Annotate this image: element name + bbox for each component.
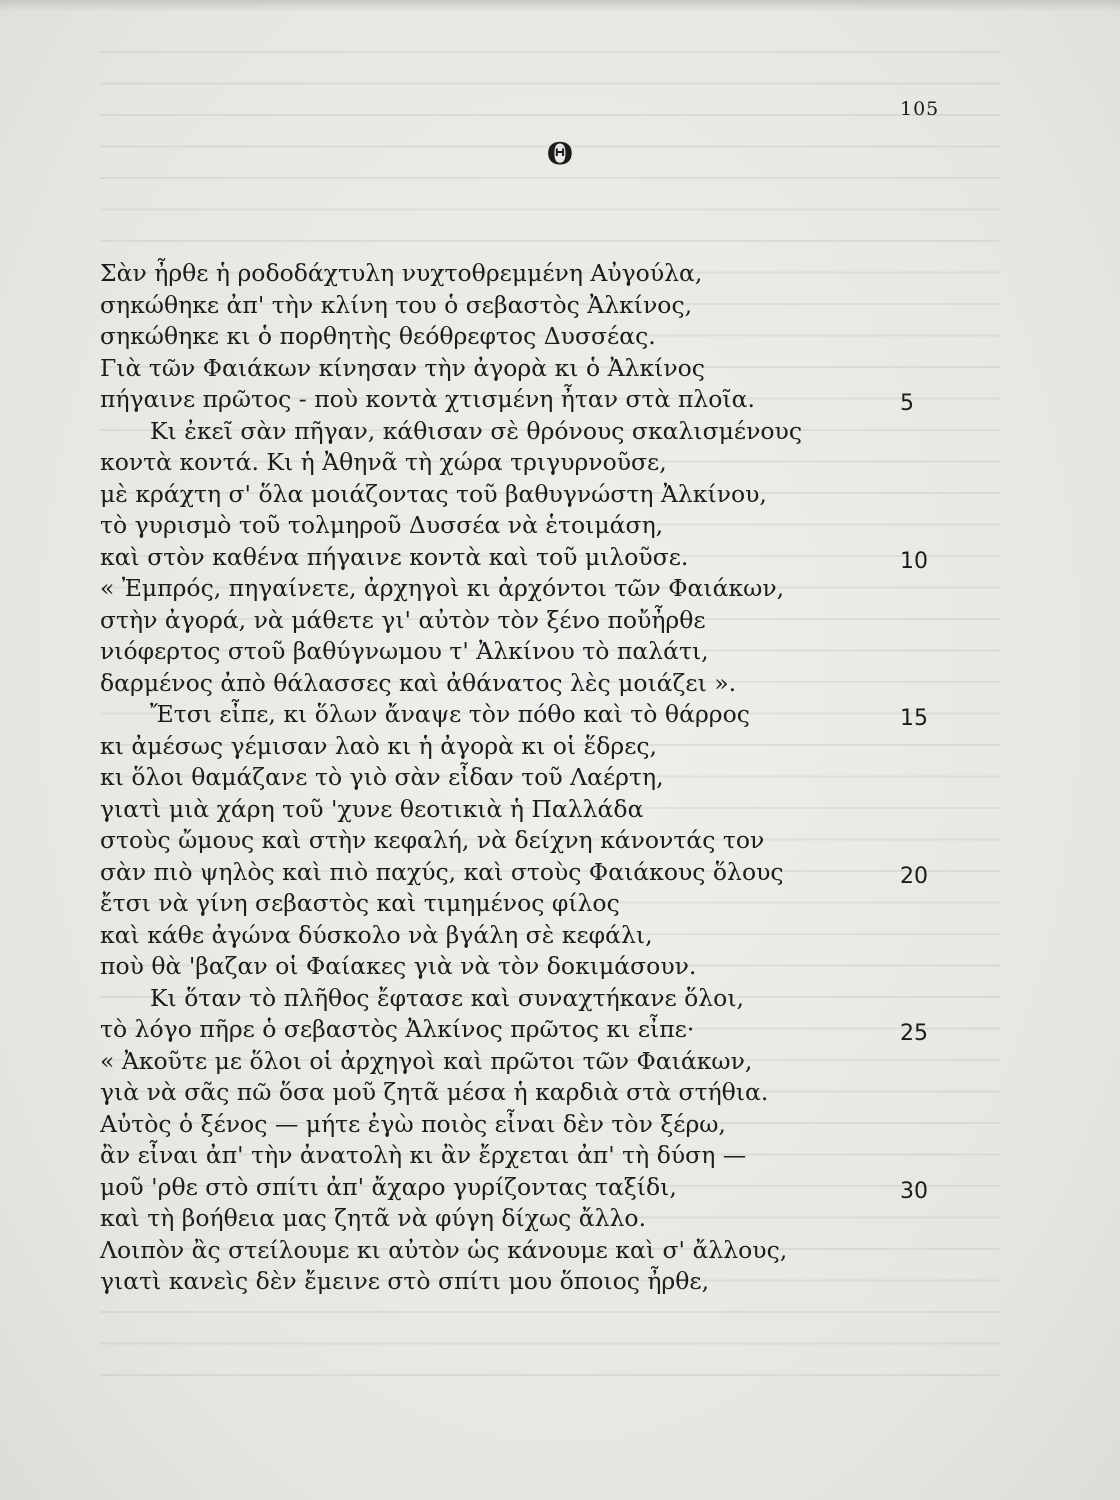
verse-line-text: νιόφερτος στοῦ βαθύγνωμου τ' Ἀλκίνου τὸ παλάτι, (100, 637, 709, 665)
verse-line (100, 1077, 860, 1109)
verse-line (100, 1266, 860, 1298)
verse-line-text: στοὺς ὤμους καὶ στὴν κεφαλή, νὰ δείχνη κάνοντάς τον (100, 826, 765, 854)
verse-line-text: ἔτσι νὰ γίνη σεβαστὸς καὶ τιμημένος φίλος (100, 889, 620, 917)
page-number: 105 (900, 98, 940, 120)
verse-line (100, 353, 860, 385)
page-edge-shadow (0, 0, 1120, 12)
verse-line-text: μοῦ 'ρθε στὸ σπίτι ἀπ' ἄχαρο γυρίζοντας ταξίδι, (100, 1172, 677, 1201)
line-number: 15 (900, 706, 928, 731)
verse-line (100, 510, 860, 542)
verse-line (100, 542, 928, 574)
verse-line-text: στὴν ἀγορά, νὰ μάθετε γι' αὐτὸν τὸν ξένο ποὔἦρθε (100, 605, 706, 634)
verse-line-text: καὶ κάθε ἀγώνα δύσκολο νὰ βγάλη σὲ κεφάλι, (100, 920, 653, 949)
line-number: 5 (900, 391, 914, 416)
verse-line (100, 416, 860, 448)
verse-line (100, 479, 860, 511)
verse-line-text: κοντὰ κοντά. Κι ἡ Ἀθηνᾶ τὴ χώρα τριγυρνοῦσε, (100, 448, 667, 476)
verse-line (100, 699, 928, 731)
verse-line-text: Αὐτὸς ὁ ξένος — μήτε ἐγὼ ποιὸς εἶναι δὲν τὸν ξέρω, (100, 1109, 726, 1138)
verse-line-text: σηκώθηκε ἀπ' τὴν κλίνη του ὁ σεβαστὸς Ἀλκίνος, (100, 290, 693, 319)
verse-line (100, 1140, 860, 1172)
verse-line-text: Σὰν ἦρθε ἡ ροδοδάχτυλη νυχτοθρεμμένη Αὐγούλα, (100, 259, 703, 287)
verse-line (100, 605, 860, 637)
verse-line (100, 983, 860, 1015)
verse-line (100, 573, 860, 605)
verse-line-text: τὸ λόγο πῆρε ὁ σεβαστὸς Ἀλκίνος πρῶτος κι εἶπε· (100, 1015, 695, 1043)
verse-line (100, 1172, 928, 1204)
verse-line (100, 668, 860, 700)
verse-line-text: γιὰ νὰ σᾶς πῶ ὅσα μοῦ ζητᾶ μέσα ἡ καρδιὰ στὰ στήθια. (100, 1078, 769, 1106)
verse-line-text: ἂν εἶναι ἀπ' τὴν ἀνατολὴ κι ἂν ἔρχεται ἀπ' τὴ δύση — (100, 1141, 747, 1169)
verse-line (100, 825, 860, 857)
verse-line (100, 1046, 860, 1078)
verse-line (100, 321, 860, 353)
line-number: 25 (900, 1021, 928, 1046)
verse-line-text: καὶ τὴ βοήθεια μας ζητᾶ νὰ φύγη δίχως ἄλλο. (100, 1204, 647, 1232)
verse-line-text: σηκώθηκε κι ὁ πορθητὴς θεόθρεφτος Δυσσέας. (100, 322, 656, 350)
verse-line (100, 888, 860, 920)
line-number: 20 (900, 863, 928, 889)
verse-line (100, 447, 860, 479)
verse-line-text: ποὺ θὰ 'βαζαν οἱ Φαίακες γιὰ νὰ τὸν δοκιμάσουν. (100, 952, 697, 980)
verse-line-text: κι ἀμέσως γέμισαν λαὸ κι ἡ ἀγορὰ κι οἱ ἕδρες, (100, 731, 658, 760)
verse-line (100, 258, 860, 290)
verse-line (100, 1109, 860, 1141)
verse-line (100, 731, 860, 763)
verse-line-text: Γιὰ τῶν Φαιάκων κίνησαν τὴν ἀγορὰ κι ὁ Ἀλκίνος (100, 353, 705, 382)
verse-line (100, 794, 860, 826)
verse-line (100, 951, 860, 983)
verse-line (100, 920, 860, 952)
verse-line (100, 1203, 860, 1235)
verse-line-text: δαρμένος ἀπὸ θάλασσες καὶ ἀθάνατος λὲς μοιάζει ». (100, 668, 737, 697)
verse-line-text: « Ἐμπρός, πηγαίνετε, ἀρχηγοὶ κι ἀρχόντοι τῶν Φαιάκων, (100, 574, 785, 602)
line-number: 30 (900, 1178, 928, 1204)
verse-line-text: Κι ὅταν τὸ πλῆθος ἔφτασε καὶ συναχτήκανε ὅλοι, (150, 983, 745, 1012)
verse-line-text: Ἔτσι εἶπε, κι ὅλων ἄναψε τὸν πόθο καὶ τὸ θάρρος (150, 700, 750, 728)
verse-line-text: καὶ στὸν καθένα πήγαινε κοντὰ καὶ τοῦ μιλοῦσε. (100, 542, 689, 571)
verse-line-text: « Ἀκοῦτε με ὅλοι οἱ ἀρχηγοὶ καὶ πρῶτοι τῶν Φαιάκων, (100, 1046, 753, 1075)
verse-line (100, 857, 928, 889)
verse-line (100, 290, 860, 322)
chapter-title: Θ (546, 137, 574, 172)
verse-line-text: τὸ γυρισμὸ τοῦ τολμηροῦ Δυσσέα νὰ ἑτοιμάση, (100, 511, 664, 539)
verse-line-text: Κι ἐκεῖ σὰν πῆγαν, κάθισαν σὲ θρόνους σκαλισμένους (150, 416, 802, 445)
verse-line-text: πήγαινε πρῶτος - ποὺ κοντὰ χτισμένη ἦταν στὰ πλοῖα. (100, 385, 755, 413)
verse-line-text: σὰν πιὸ ψηλὸς καὶ πιὸ παχύς, καὶ στοὺς Φαιάκους ὅλους (100, 857, 784, 886)
verse-line-text: Λοιπὸν ἂς στείλουμε κι αὐτὸν ὡς κάνουμε καὶ σ' ἄλλους, (100, 1235, 788, 1264)
verse-line (100, 1014, 928, 1046)
verse-line (100, 1235, 860, 1267)
verse-line-text: μὲ κράχτη σ' ὅλα μοιάζοντας τοῦ βαθυγνώστη Ἀλκίνου, (100, 479, 767, 508)
verse-line-text: γιατὶ μιὰ χάρη τοῦ 'χυνε θεοτικιὰ ἡ Παλλάδα (100, 794, 644, 823)
verse-line-text: γιατὶ κανεὶς δὲν ἔμεινε στὸ σπίτι μου ὅποιος ἦρθε, (100, 1267, 710, 1295)
verse-line (100, 384, 914, 416)
verse-line (100, 762, 860, 794)
verse-body (100, 258, 928, 1298)
verse-line-text: κι ὅλοι θαμάζανε τὸ γιὸ σὰν εἶδαν τοῦ Λαέρτη, (100, 763, 664, 791)
line-number: 10 (900, 548, 928, 574)
verse-line (100, 636, 860, 668)
